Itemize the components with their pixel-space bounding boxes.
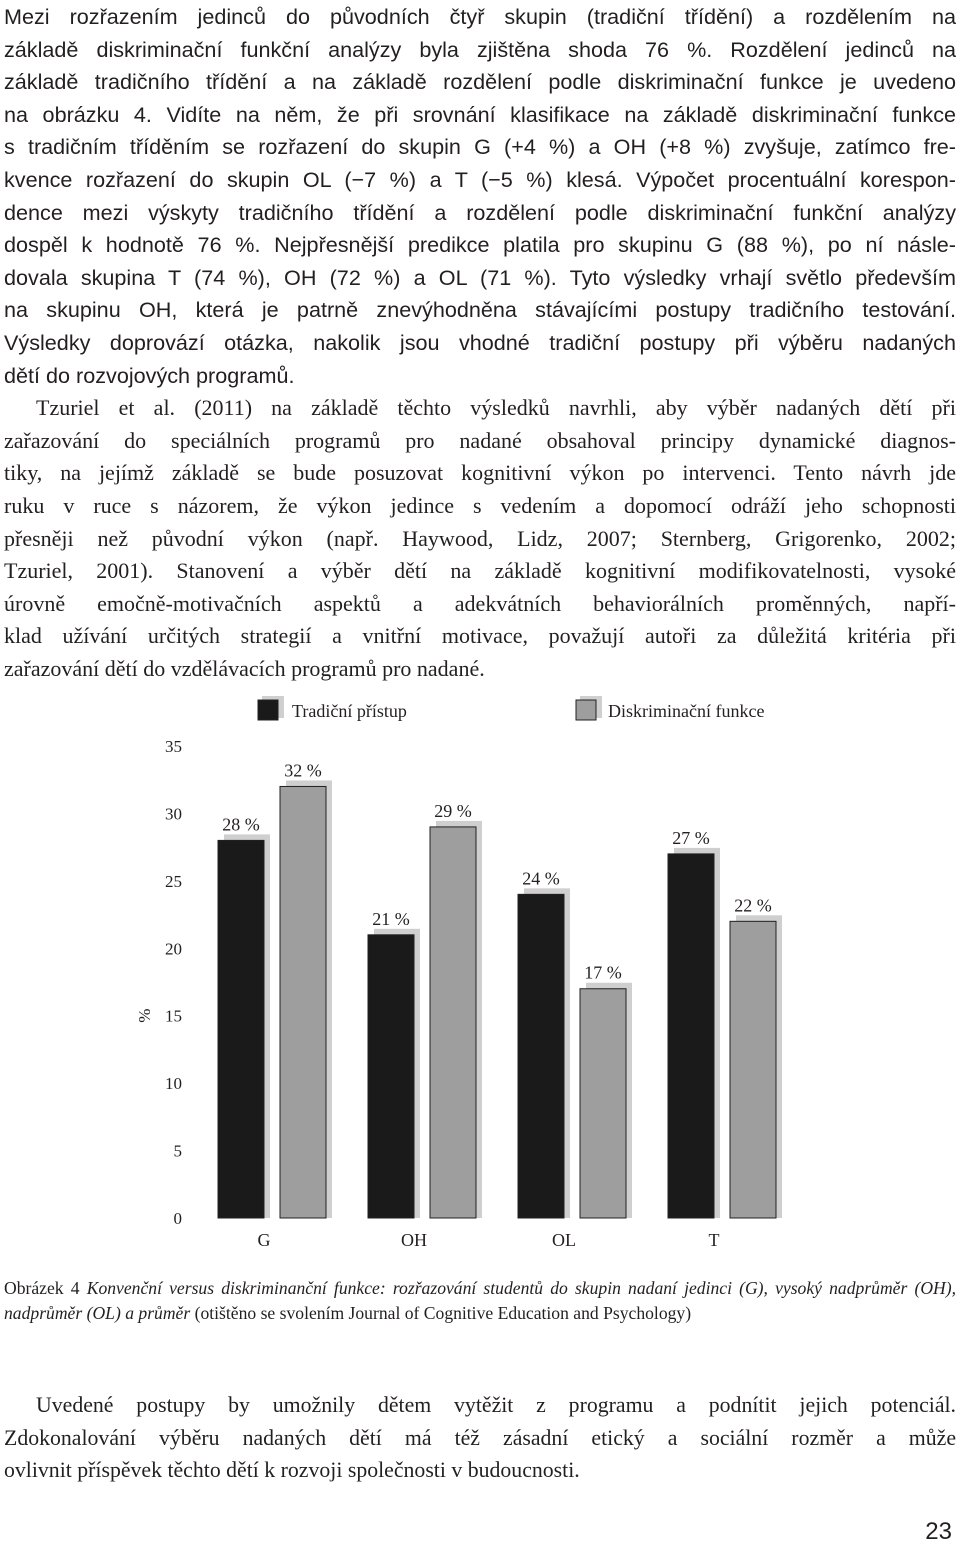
text-line: zařazování do speciálních programů pro nadané obsahoval principy dynamické diagnos- — [4, 427, 956, 453]
bar-oh-series-1 — [430, 827, 476, 1218]
text-line: úrovně emočně-motivačních aspektů a adekvátních behaviorálních proměnných, napří- — [4, 590, 956, 616]
text-line: Mezi rozřazením jedinců do původních čtyř skupin (tradiční třídění) a rozdělením na — [4, 4, 956, 29]
y-tick-label: 5 — [173, 1141, 182, 1161]
legend-label: Diskriminační funkce — [608, 701, 765, 721]
text-line: dospěl k hodnotě 76 %. Nejpřesnější predikce platila pro skupinu G (88 %), po ní násle- — [4, 232, 956, 258]
text-line: klad užívání určitých strategií a vnitřní motivace, považují autoři za důležitá kritéria při — [4, 623, 956, 649]
chart-legend — [258, 696, 764, 721]
text-line: Tzuriel, 2001). Stanovení a výběr dětí na základě kognitivní modifikovatelnosti, vysoké — [4, 558, 956, 584]
body-paragraph-3 — [4, 1389, 956, 1487]
bar-value-label: 32 % — [284, 760, 322, 781]
y-tick-label: 35 — [165, 737, 182, 756]
text-line: zařazování dětí do vzdělávacích programů pro nadané. — [4, 655, 485, 681]
text-line: základě tradičního třídění a na základě rozdělení podle diskriminační funkce je uvedeno — [4, 69, 956, 95]
bar-chart — [0, 690, 960, 1270]
y-tick-label: 10 — [165, 1074, 182, 1094]
caption-source-note: (otištěno se svolením Journal of Cognitive Education and Psychology) — [194, 1302, 692, 1323]
x-tick-label: OL — [552, 1230, 576, 1250]
bar-g-series-0 — [218, 840, 264, 1218]
bar-value-label: 27 % — [672, 827, 710, 848]
text-line: Zdokonalování výběru nadaných dětí má též zásadní etický a sociální rozměr a může — [4, 1425, 956, 1450]
text-line: na skupinu OH, která je patrně znevýhodněna stávajícími postupy tradičního testování. — [4, 297, 956, 323]
bar-t-series-1 — [730, 921, 776, 1218]
text-line: tiky, na jejímž základě se bude posuzovat kognitivní výkon po intervenci. Tento návrh jde — [4, 460, 956, 486]
bar-value-label: 24 % — [522, 868, 560, 889]
chart-bars — [218, 760, 782, 1218]
legend-swatch — [576, 700, 596, 720]
bar-value-label: 29 % — [434, 800, 472, 821]
page-number: 23 — [925, 1518, 952, 1545]
legend-label: Tradiční přístup — [292, 701, 407, 721]
bar-value-label: 28 % — [222, 814, 260, 835]
text-line: na obrázku 4. Vidíte na něm, že při srovnání klasifikace na základě diskriminační funkce — [4, 101, 956, 127]
bar-value-label: 22 % — [734, 895, 772, 916]
body-paragraph-2 — [4, 392, 956, 685]
x-tick-label: G — [257, 1230, 271, 1250]
text-line: přesněji než původní výkon (např. Haywood, Lidz, 2007; Sternberg, Grigorenko, 2002; — [4, 525, 956, 551]
bar-oh-series-0 — [368, 935, 414, 1218]
text-line: základě diskriminační funkční analýzy byla zjištěna shoda 76 %. Rozdělení jedinců na — [4, 36, 956, 62]
y-tick-label: 20 — [165, 939, 182, 959]
x-tick-label: T — [708, 1230, 720, 1250]
y-tick-label: 25 — [165, 871, 182, 891]
bar-value-label: 21 % — [372, 908, 410, 929]
bar-ol-series-1 — [580, 989, 626, 1218]
x-axis — [258, 1230, 720, 1250]
bar-g-series-1 — [280, 786, 326, 1218]
text-line: Tzuriel et al. (2011) na základě těchto výsledků navrhli, aby výběr nadaných dětí při — [36, 395, 956, 421]
caption-italic-text: Konvenční versus diskriminanční funkce: rozřazování studentů do skupin nadaní jedinci (G), vysoký nadprůměr (OH), nadprůměr (OL) a průměr — [4, 1278, 957, 1323]
y-axis — [135, 737, 182, 1228]
figure-caption — [4, 1276, 956, 1325]
text-line: dětí do rozvojových programů. — [4, 362, 295, 388]
text-line: ovlivnit příspěvek těchto dětí k rozvoji společnosti v budoucnosti. — [4, 1458, 580, 1483]
text-line: dovala skupina T (74 %), OH (72 %) a OL (71 %). Tyto výsledky vrhají světlo především — [4, 264, 956, 290]
text-line: s tradičním tříděním se rozřazení do skupin G (+4 %) a OH (+8 %) zvyšuje, zatímco fre- — [4, 134, 956, 160]
body-paragraph-1 — [4, 1, 956, 685]
caption-label: Obrázek 4 — [4, 1278, 80, 1298]
y-axis-label: % — [135, 1008, 154, 1023]
bar-value-label: 17 % — [584, 962, 622, 983]
y-tick-label: 15 — [165, 1006, 182, 1026]
text-line: Výsledky doprovází otázka, nakolik jsou vhodné tradiční postupy při výběru nadaných — [4, 329, 956, 355]
text-line: Uvedené postupy by umožnily dětem vytěžit z programu a podnítit jejich potenciál. — [36, 1393, 956, 1417]
text-line: dence mezi výskyty tradičního třídění a rozdělení podle diskriminační funkční analýzy — [4, 199, 956, 225]
x-tick-label: OH — [401, 1230, 427, 1250]
text-line: ruku v ruce s názorem, že výkon jedince s vedením a dopomocí odráží jeho schopnosti — [4, 492, 956, 518]
text-line: kvence rozřazení do skupin OL (−7 %) a T (−5 %) klesá. Výpočet procentuální korespon- — [4, 166, 956, 192]
y-tick-label: 0 — [173, 1209, 182, 1228]
bar-t-series-0 — [668, 854, 714, 1218]
y-tick-label: 30 — [165, 804, 182, 824]
bar-ol-series-0 — [518, 894, 564, 1218]
legend-swatch — [258, 700, 278, 720]
